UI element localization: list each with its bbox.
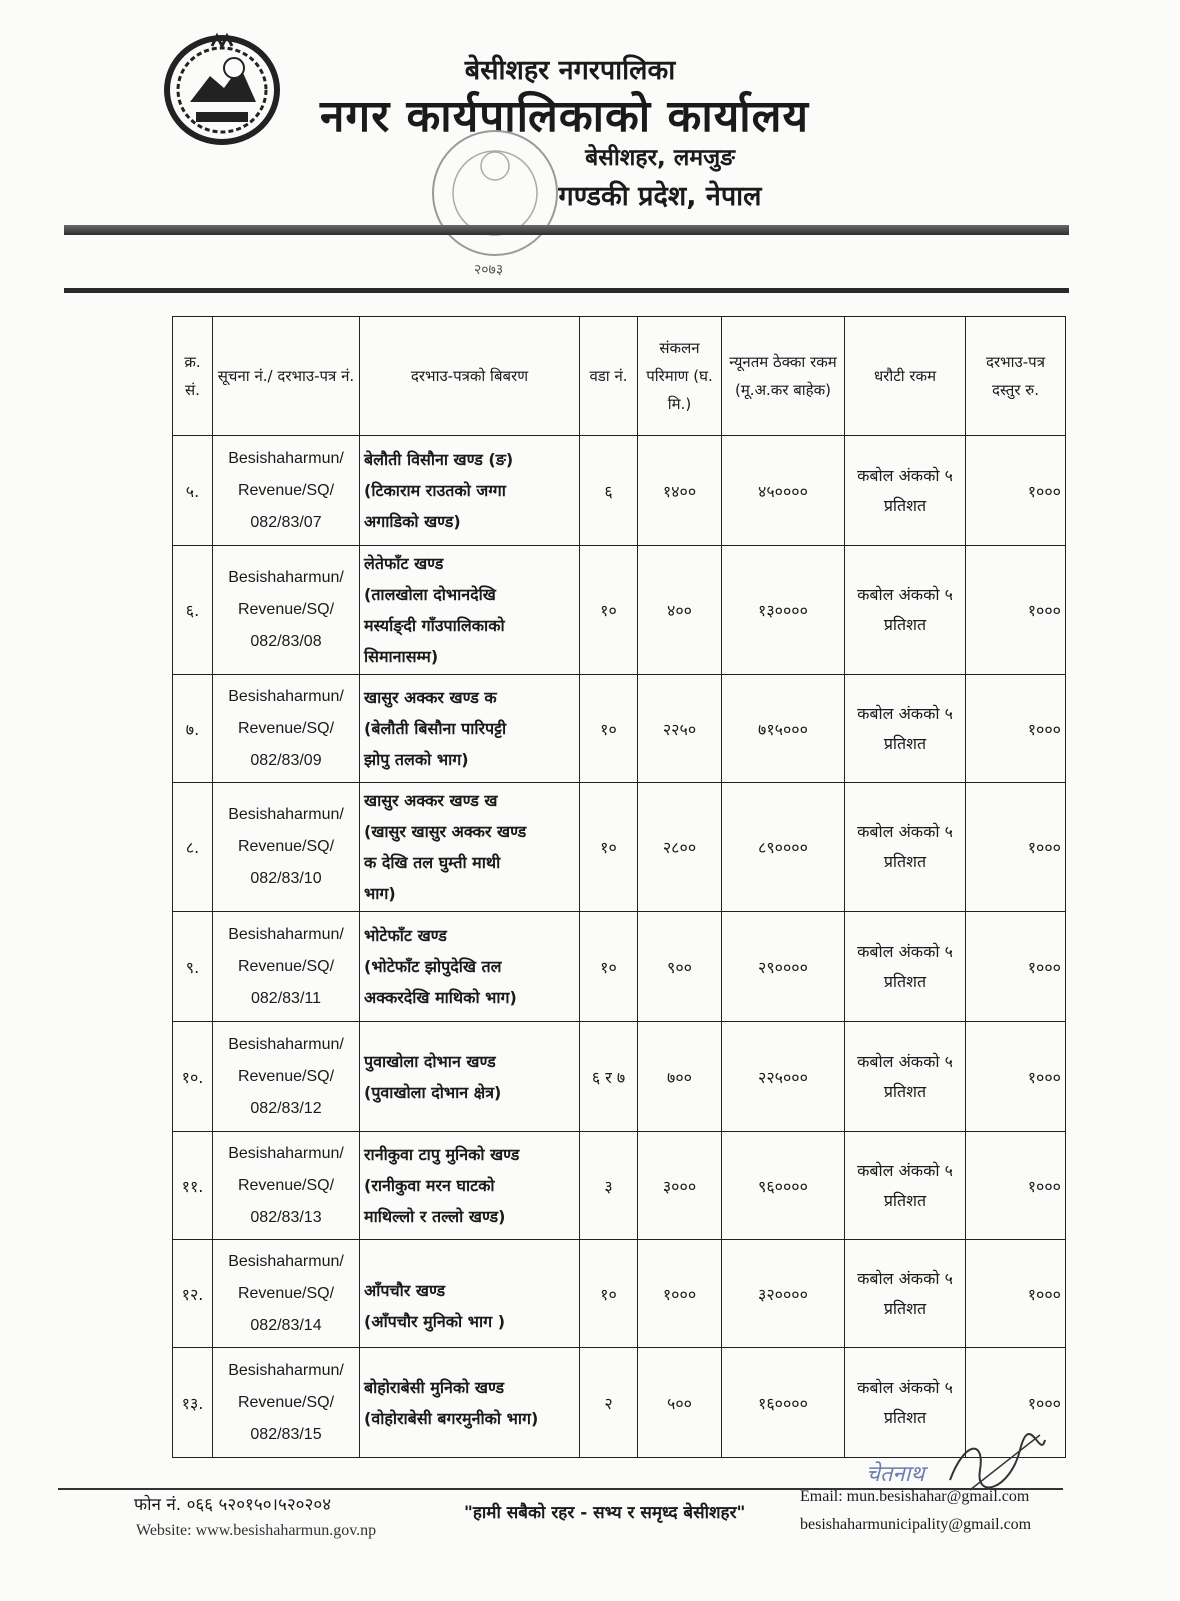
deposit-line: प्रतिशत	[883, 1298, 927, 1318]
ref-line: Revenue/SQ/	[237, 719, 335, 737]
desc-line: बेलौती विसौना खण्ड (ङ)	[364, 450, 514, 469]
municipality-name: बेसीशहर नगरपालिका	[464, 55, 676, 86]
ref-line: 082/83/07	[250, 513, 322, 531]
cell-notice-no	[213, 546, 360, 675]
cell-quantity: ५००	[638, 1348, 722, 1458]
desc-line: क देखि तल घुम्ती माथी	[364, 853, 501, 872]
office-stamp-icon	[420, 118, 570, 268]
cell-deposit	[845, 912, 966, 1022]
desc-line: अगाडिको खण्ड)	[364, 512, 461, 531]
table-row	[173, 546, 1066, 675]
desc-line: लेतेफाँट खण्ड	[364, 554, 444, 573]
ref-line: Besishaharmun/	[228, 1252, 344, 1270]
deposit-line: कबोल अंकको ५	[857, 822, 953, 841]
cell-description	[360, 436, 580, 546]
cell-deposit	[845, 1132, 966, 1240]
desc-line: झोपु तलको भाग)	[364, 750, 469, 769]
col-fee: दरभाउ-पत्र दस्तुर रु.	[966, 317, 1066, 436]
office-place: बेसीशहर, लमजुङ	[585, 145, 735, 171]
table-row	[173, 1240, 1066, 1348]
table-header-row	[173, 317, 1066, 436]
ref-line: Besishaharmun/	[228, 1361, 344, 1379]
cell-quantity: १४००	[638, 436, 722, 546]
cell-amount: ७१५०००	[722, 675, 845, 783]
office-province: गण्डकी प्रदेश, नेपाल	[558, 181, 762, 212]
ref-line: Revenue/SQ/	[237, 601, 335, 618]
stamp-year: २०७३	[474, 262, 504, 278]
desc-line: आँपचौर खण्ड	[364, 1280, 446, 1300]
cell-deposit	[845, 436, 966, 546]
desc-line: (वोहोराबेसी बगरमुनीको भाग)	[364, 1408, 539, 1428]
desc-line: भाग)	[364, 884, 396, 903]
deposit-line: प्रतिशत	[883, 615, 927, 634]
col-description: दरभाउ-पत्रको बिबरण	[360, 317, 580, 436]
cell-deposit	[845, 783, 966, 912]
cell-fee: १०००	[966, 1348, 1066, 1458]
cell-amount: ३२००००	[722, 1240, 845, 1348]
cell-sn: ७.	[173, 675, 213, 783]
cell-ward: ६	[580, 436, 638, 546]
cell-deposit	[845, 1022, 966, 1132]
ref-line: 082/83/10	[250, 870, 322, 887]
footer-motto: "हामी सबैको रहर - सभ्य र समृध्द बेसीशहर"	[464, 1503, 746, 1523]
deposit-line: कबोल अंकको ५	[857, 703, 953, 723]
cell-notice-no	[213, 675, 360, 783]
cell-ward: १०	[580, 783, 638, 912]
col-ward: वडा नं.	[580, 317, 638, 436]
cell-deposit	[845, 546, 966, 675]
cell-quantity: २८००	[638, 783, 722, 912]
table-row	[173, 1348, 1066, 1458]
desc-line: (पुवाखोला दोभान क्षेत्र)	[364, 1082, 502, 1102]
ref-line: Revenue/SQ/	[237, 957, 335, 975]
desc-line: (टिकाराम राउतको जग्गा	[364, 481, 506, 500]
cell-fee: १०००	[966, 1022, 1066, 1132]
deposit-line: प्रतिशत	[883, 1081, 927, 1101]
desc-line: (बेलौती बिसौना पारिपट्टी	[364, 719, 507, 738]
cell-description	[360, 1348, 580, 1458]
table-row	[173, 436, 1066, 546]
deposit-line: कबोल अंकको ५	[857, 941, 953, 961]
cell-description	[360, 783, 580, 912]
desc-line: भोटेफाँट खण्ड	[364, 926, 447, 945]
cell-amount: ४५००००	[722, 436, 845, 546]
col-min-amount: न्यूनतम ठेक्का रकम (मू.अ.कर बाहेक)	[722, 317, 845, 436]
deposit-line: कबोल अंकको ५	[857, 1160, 953, 1180]
cell-deposit	[845, 675, 966, 783]
col-sn: क्र. सं.	[173, 317, 213, 436]
cell-notice-no	[213, 1132, 360, 1240]
ref-line: Revenue/SQ/	[237, 1176, 335, 1194]
ref-line: 082/83/14	[250, 1316, 322, 1334]
cell-fee: १०००	[966, 675, 1066, 783]
deposit-line: प्रतिशत	[883, 1190, 927, 1210]
desc-line: पुवाखोला दोभान खण्ड	[364, 1051, 496, 1071]
ref-line: Besishaharmun/	[228, 806, 344, 823]
cell-description	[360, 675, 580, 783]
ref-line: Besishaharmun/	[228, 569, 344, 586]
cell-amount: २९००००	[722, 912, 845, 1022]
desc-line: सिमानासम्म)	[364, 647, 439, 666]
desc-line: अक्करदेखि माथिको भाग)	[364, 988, 517, 1007]
ref-line: Besishaharmun/	[228, 687, 344, 705]
cell-sn: ५.	[173, 436, 213, 546]
footer-website: Website: www.besishaharmun.gov.np	[136, 1522, 377, 1539]
cell-fee: १०००	[966, 546, 1066, 675]
desc-line: खासुर अक्कर खण्ड ख	[364, 791, 498, 810]
cell-fee: १०००	[966, 1132, 1066, 1240]
cell-sn: १०.	[173, 1022, 213, 1132]
cell-ward: १०	[580, 546, 638, 675]
deposit-line: प्रतिशत	[883, 852, 927, 871]
cell-sn: १२.	[173, 1240, 213, 1348]
cell-sn: ९.	[173, 912, 213, 1022]
cell-amount: ९६००००	[722, 1132, 845, 1240]
deposit-line: कबोल अंकको ५	[857, 1051, 953, 1071]
cell-ward: १०	[580, 1240, 638, 1348]
cell-description	[360, 912, 580, 1022]
desc-line: (तालखोला दोभानदेखि	[364, 585, 496, 604]
cell-sn: ११.	[173, 1132, 213, 1240]
desc-line: बोहोराबेसी मुनिको खण्ड	[364, 1377, 505, 1397]
cell-notice-no	[213, 1240, 360, 1348]
desc-line: (आँपचौर मुनिको भाग )	[364, 1311, 506, 1331]
col-notice-no: सूचना नं./ दरभाउ-पत्र नं.	[213, 317, 360, 436]
cell-sn: १३.	[173, 1348, 213, 1458]
cell-amount: २२५०००	[722, 1022, 845, 1132]
cell-ward: १०	[580, 675, 638, 783]
cell-notice-no	[213, 1348, 360, 1458]
ref-line: Revenue/SQ/	[237, 838, 335, 855]
cell-ward: ३	[580, 1132, 638, 1240]
cell-notice-no	[213, 1022, 360, 1132]
cell-description	[360, 1132, 580, 1240]
footer-email-secondary: besishaharmunicipality@gmail.com	[800, 1516, 1032, 1533]
deposit-line: कबोल अंकको ५	[857, 465, 953, 485]
signatory-name: चेतनाथ	[866, 1462, 925, 1487]
cell-amount: १३००००	[722, 546, 845, 675]
cell-notice-no	[213, 436, 360, 546]
deposit-line: कबोल अंकको ५	[857, 1268, 953, 1288]
office-title: नगर कार्यपालिकाको कार्यालय	[320, 91, 809, 142]
col-deposit: धरौटी रकम	[845, 317, 966, 436]
desc-line: माथिल्लो र तल्लो खण्ड)	[364, 1207, 506, 1226]
cell-quantity: २२५०	[638, 675, 722, 783]
cell-ward: ६ र ७	[580, 1022, 638, 1132]
cell-notice-no	[213, 912, 360, 1022]
header-rule-thin	[64, 288, 1069, 293]
cell-quantity: ७००	[638, 1022, 722, 1132]
ref-line: Revenue/SQ/	[237, 1393, 335, 1411]
ref-line: 082/83/11	[251, 989, 321, 1007]
desc-line: रानीकुवा टापु मुनिको खण्ड	[364, 1145, 520, 1164]
ref-line: 082/83/13	[250, 1208, 322, 1226]
table-row	[173, 1022, 1066, 1132]
cell-ward: १०	[580, 912, 638, 1022]
cell-quantity: १०००	[638, 1240, 722, 1348]
desc-line: (खासुर खासुर अक्कर खण्ड	[364, 822, 527, 841]
cell-deposit	[845, 1240, 966, 1348]
cell-sn: ६.	[173, 546, 213, 675]
cell-description	[360, 1022, 580, 1132]
deposit-line: प्रतिशत	[883, 1407, 927, 1427]
ref-line: Besishaharmun/	[228, 925, 344, 943]
desc-line: (रानीकुवा मरन घाटको	[364, 1176, 495, 1195]
ref-line: 082/83/15	[250, 1425, 322, 1443]
ref-line: Revenue/SQ/	[237, 1284, 335, 1302]
ref-line: Besishaharmun/	[228, 449, 344, 467]
cell-notice-no	[213, 783, 360, 912]
cell-fee: १०००	[966, 1240, 1066, 1348]
desc-line: (भोटेफाँट झोपुदेखि तल	[364, 957, 502, 976]
deposit-line: प्रतिशत	[883, 495, 927, 515]
cell-description	[360, 1240, 580, 1348]
ref-line: Revenue/SQ/	[237, 1067, 335, 1085]
ref-line: Besishaharmun/	[228, 1144, 344, 1162]
table-row	[173, 675, 1066, 783]
ref-line: 082/83/08	[250, 633, 322, 650]
cell-fee: १०००	[966, 783, 1066, 912]
table-row	[173, 1132, 1066, 1240]
footer-phone: फोन नं. ०६६ ५२०१५०।५२०२०४	[134, 1495, 332, 1515]
col-quantity: संकलन परिमाण (घ. मि.)	[638, 317, 722, 436]
table-row	[173, 912, 1066, 1022]
ref-line: 082/83/09	[250, 751, 322, 769]
cell-quantity: ४००	[638, 546, 722, 675]
ref-line: Besishaharmun/	[228, 1035, 344, 1053]
deposit-line: प्रतिशत	[883, 971, 927, 991]
cell-amount: ८९००००	[722, 783, 845, 912]
desc-line: मर्स्याङ्दी गाँउपालिकाको	[364, 616, 505, 635]
cell-fee: १०००	[966, 912, 1066, 1022]
footer-email-primary: Email: mun.besishahar@gmail.com	[800, 1488, 1030, 1505]
cell-description	[360, 546, 580, 675]
cell-amount: १६००००	[722, 1348, 845, 1458]
government-emblem-icon	[160, 28, 284, 148]
cell-quantity: ९००	[638, 912, 722, 1022]
cell-ward: २	[580, 1348, 638, 1458]
desc-line: खासुर अक्कर खण्ड क	[364, 688, 497, 707]
header-rule-thick	[64, 225, 1069, 235]
deposit-line: कबोल अंकको ५	[857, 1377, 953, 1397]
ref-line: 082/83/12	[250, 1099, 322, 1117]
ref-line: Revenue/SQ/	[237, 481, 335, 499]
cell-quantity: ३०००	[638, 1132, 722, 1240]
tender-table	[172, 316, 1066, 1458]
table-row	[173, 783, 1066, 912]
cell-fee: १०००	[966, 436, 1066, 546]
cell-sn: ८.	[173, 783, 213, 912]
deposit-line: कबोल अंकको ५	[857, 585, 953, 604]
deposit-line: प्रतिशत	[883, 733, 927, 753]
